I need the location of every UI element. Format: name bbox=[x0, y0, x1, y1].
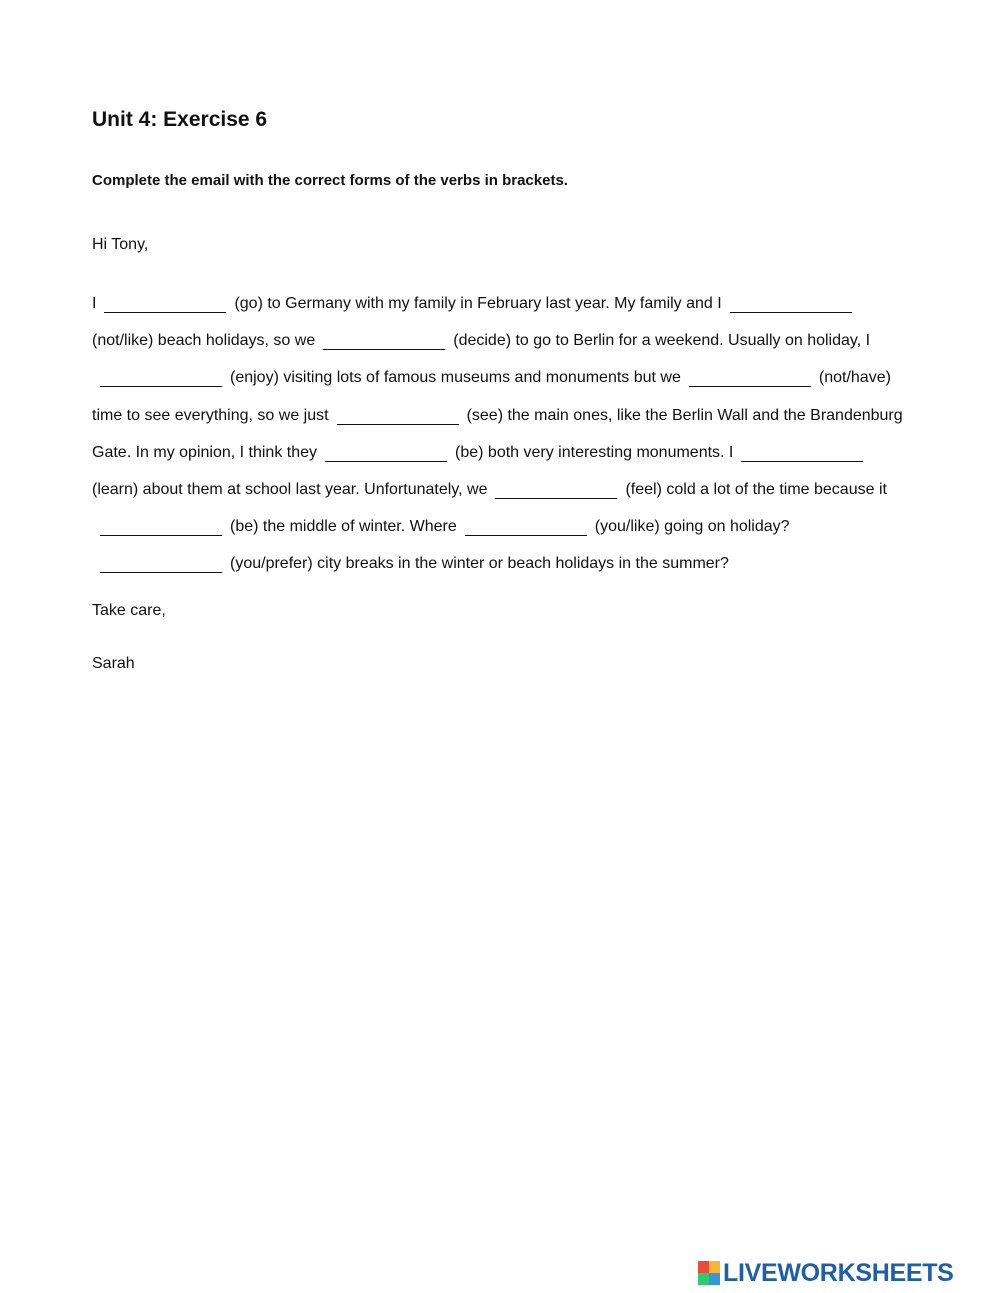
email-signature: Sarah bbox=[92, 655, 135, 672]
brand-name: LIVEWORKSHEETS bbox=[723, 1258, 954, 1287]
answer-blank-4[interactable] bbox=[100, 369, 222, 387]
text-segment: (decide) to go to Berlin for a weekend. Usually on holiday, I bbox=[453, 332, 871, 350]
logo-square bbox=[698, 1261, 709, 1273]
answer-blank-10[interactable] bbox=[100, 518, 222, 536]
liveworksheets-logo-icon bbox=[698, 1261, 720, 1285]
text-segment: (you/prefer) city breaks in the winter or beach holidays in the summer? bbox=[230, 555, 729, 573]
answer-blank-9[interactable] bbox=[495, 481, 617, 499]
text-segment: I bbox=[92, 295, 97, 312]
text-segment: (feel) cold a lot of the time because it bbox=[625, 481, 887, 499]
logo-square bbox=[698, 1273, 709, 1285]
answer-blank-8[interactable] bbox=[741, 444, 863, 462]
text-segment: (see) the main ones, like the Berlin Wall and the Brandenburg Gate. In my opinion, I think they bbox=[92, 406, 903, 461]
worksheet-title: Unit 4: Exercise 6 bbox=[92, 108, 268, 131]
text-segment: (enjoy) visiting lots of famous museums and monuments but we bbox=[230, 369, 681, 387]
text-segment: (not/like) beach holidays, so we bbox=[92, 332, 316, 350]
text-segment: (learn) about them at school last year. Unfortunately, we bbox=[92, 481, 488, 499]
answer-blank-3[interactable] bbox=[323, 332, 445, 350]
liveworksheets-brand bbox=[698, 1258, 954, 1288]
email-body bbox=[92, 285, 912, 583]
text-segment: (go) to Germany with my family in February last year. My family and I bbox=[234, 295, 722, 312]
answer-blank-6[interactable] bbox=[337, 407, 459, 425]
answer-blank-2[interactable] bbox=[730, 295, 852, 313]
logo-square bbox=[709, 1273, 720, 1285]
logo-square bbox=[709, 1261, 720, 1273]
answer-blank-7[interactable] bbox=[325, 444, 447, 462]
text-segment: (be) the middle of winter. Where bbox=[230, 518, 457, 536]
text-segment: (you/like) going on holiday? bbox=[594, 518, 790, 536]
answer-blank-12[interactable] bbox=[100, 555, 222, 573]
answer-blank-5[interactable] bbox=[689, 369, 811, 387]
answer-blank-11[interactable] bbox=[465, 518, 587, 536]
email-greeting: Hi Tony, bbox=[92, 236, 149, 253]
text-segment: (be) both very interesting monuments. I bbox=[455, 443, 734, 461]
instruction-text: Complete the email with the correct forms of the verbs in brackets. bbox=[92, 172, 568, 189]
text-segment: (not/have) time to see everything, so we just bbox=[92, 369, 891, 424]
email-closing: Take care, bbox=[92, 602, 166, 619]
answer-blank-1[interactable] bbox=[104, 295, 226, 313]
